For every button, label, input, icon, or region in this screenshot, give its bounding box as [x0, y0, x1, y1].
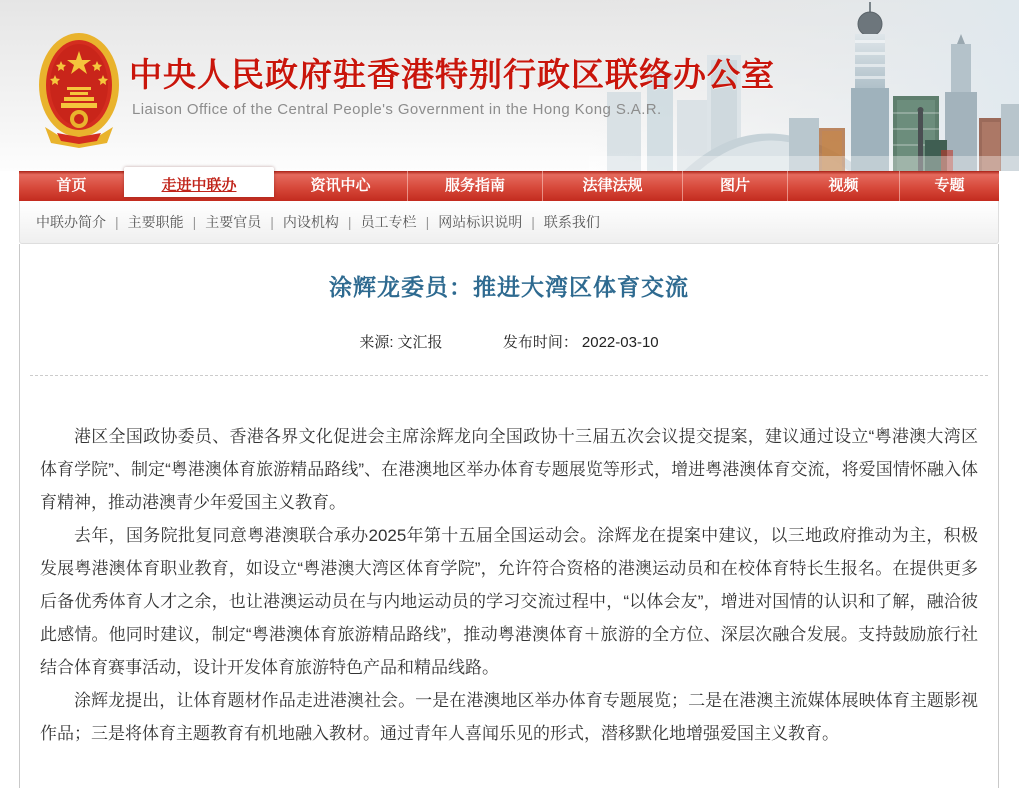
subnav-item-internal-structure[interactable]: 内设机构: [282, 214, 339, 230]
site-header: [0, 0, 1019, 171]
nav-tab-home[interactable]: 首页: [56, 177, 87, 194]
subnav-item-office-intro[interactable]: 中联办简介: [36, 214, 106, 230]
article-body: [20, 420, 998, 750]
nav-tab-special-topics[interactable]: 专题: [899, 171, 999, 201]
national-emblem-icon: [37, 31, 121, 149]
subnav-separator: |: [115, 214, 119, 230]
nav-tab-service-guide[interactable]: 服务指南: [407, 171, 542, 201]
main-navigation: [19, 171, 999, 201]
source-label: 来源:: [359, 334, 394, 351]
site-title: 中央人民政府驻香港特别行政区联络办公室: [129, 56, 775, 93]
subnav-item-site-logo-notes[interactable]: 网站标识说明: [438, 214, 523, 230]
subnav-item-main-functions[interactable]: 主要职能: [127, 214, 184, 230]
article-paragraph: 去年，国务院批复同意粤港澳联合承办2025年第十五届全国运动会。涂辉龙在提案中建议，以三地政府推动为主，积极发展粤港澳体育职业教育，如设立“粤港澳大湾区体育学院”，允许符合资格的港澳运动员和在校体育特长生报名。在提供更多后备优秀体育人才之余，也让港澳运动员在与内地运动员的学习交流过程中，“以体会友”，增进对国情的认识和了解，融洽彼此感情。他同时建议，制定“粤港澳体育旅游精品路线”，推动粤港澳体育＋旅游的全方位、深层次融合发展。支持鼓励旅行社结合体育赛事活动，设计开发体育旅游特色产品和精品线路。: [40, 526, 978, 677]
subnav-separator: |: [425, 214, 430, 230]
secondary-navigation: [19, 201, 999, 244]
article-paragraph: 涂辉龙提出，让体育题材作品走进港澳社会。一是在港澳地区举办体育专题展览；二是在港澳主流媒体展映体育主题影视作品；三是将体育主题教育有机地融入教材。通过青年人喜闻乐见的形式，潜移默化地增强爱国主义教育。: [40, 691, 978, 743]
dashed-divider: [30, 375, 988, 376]
site-subtitle-en: Liaison Office of the Central People's Government in the Hong Kong S.A.R.: [132, 101, 662, 118]
nav-tab-videos[interactable]: 视频: [787, 171, 899, 201]
nav-tab-pictures[interactable]: 图片: [682, 171, 787, 201]
subnav-separator: |: [192, 214, 197, 230]
nav-tab-laws-regulations[interactable]: 法律法规: [542, 171, 682, 201]
article-title: 涂辉龙委员：推进大湾区体育交流: [329, 274, 689, 300]
article-paragraph: 港区全国政协委员、香港各界文化促进会主席涂辉龙向全国政协十三届五次会议提交提案，建议通过设立“粤港澳大湾区体育学院”、制定“粤港澳体育旅游精品路线”、在港澳地区举办体育专题展览等形式，增进粤港澳体育交流，将爱国情怀融入体育精神，推动港澳青少年爱国主义教育。: [40, 427, 978, 512]
subnav-item-contact-us[interactable]: 联系我们: [543, 214, 600, 230]
publish-time-value: 2022-03-10: [581, 334, 659, 351]
publish-time-label: 发布时间：: [502, 334, 578, 351]
article-meta: [20, 331, 998, 352]
article-panel: [19, 244, 999, 788]
subnav-separator: |: [270, 214, 274, 230]
subnav-item-staff-column[interactable]: 员工专栏: [360, 214, 417, 230]
subnav-separator: |: [347, 214, 352, 230]
source-value: 文汇报: [397, 334, 443, 351]
nav-tab-news-center[interactable]: 资讯中心: [310, 177, 371, 194]
subnav-item-main-officials[interactable]: 主要官员: [205, 214, 262, 230]
subnav-separator: |: [531, 214, 535, 230]
nav-tab-about-liaison-office[interactable]: 走进中联办: [124, 167, 274, 197]
main-column: [19, 171, 999, 788]
